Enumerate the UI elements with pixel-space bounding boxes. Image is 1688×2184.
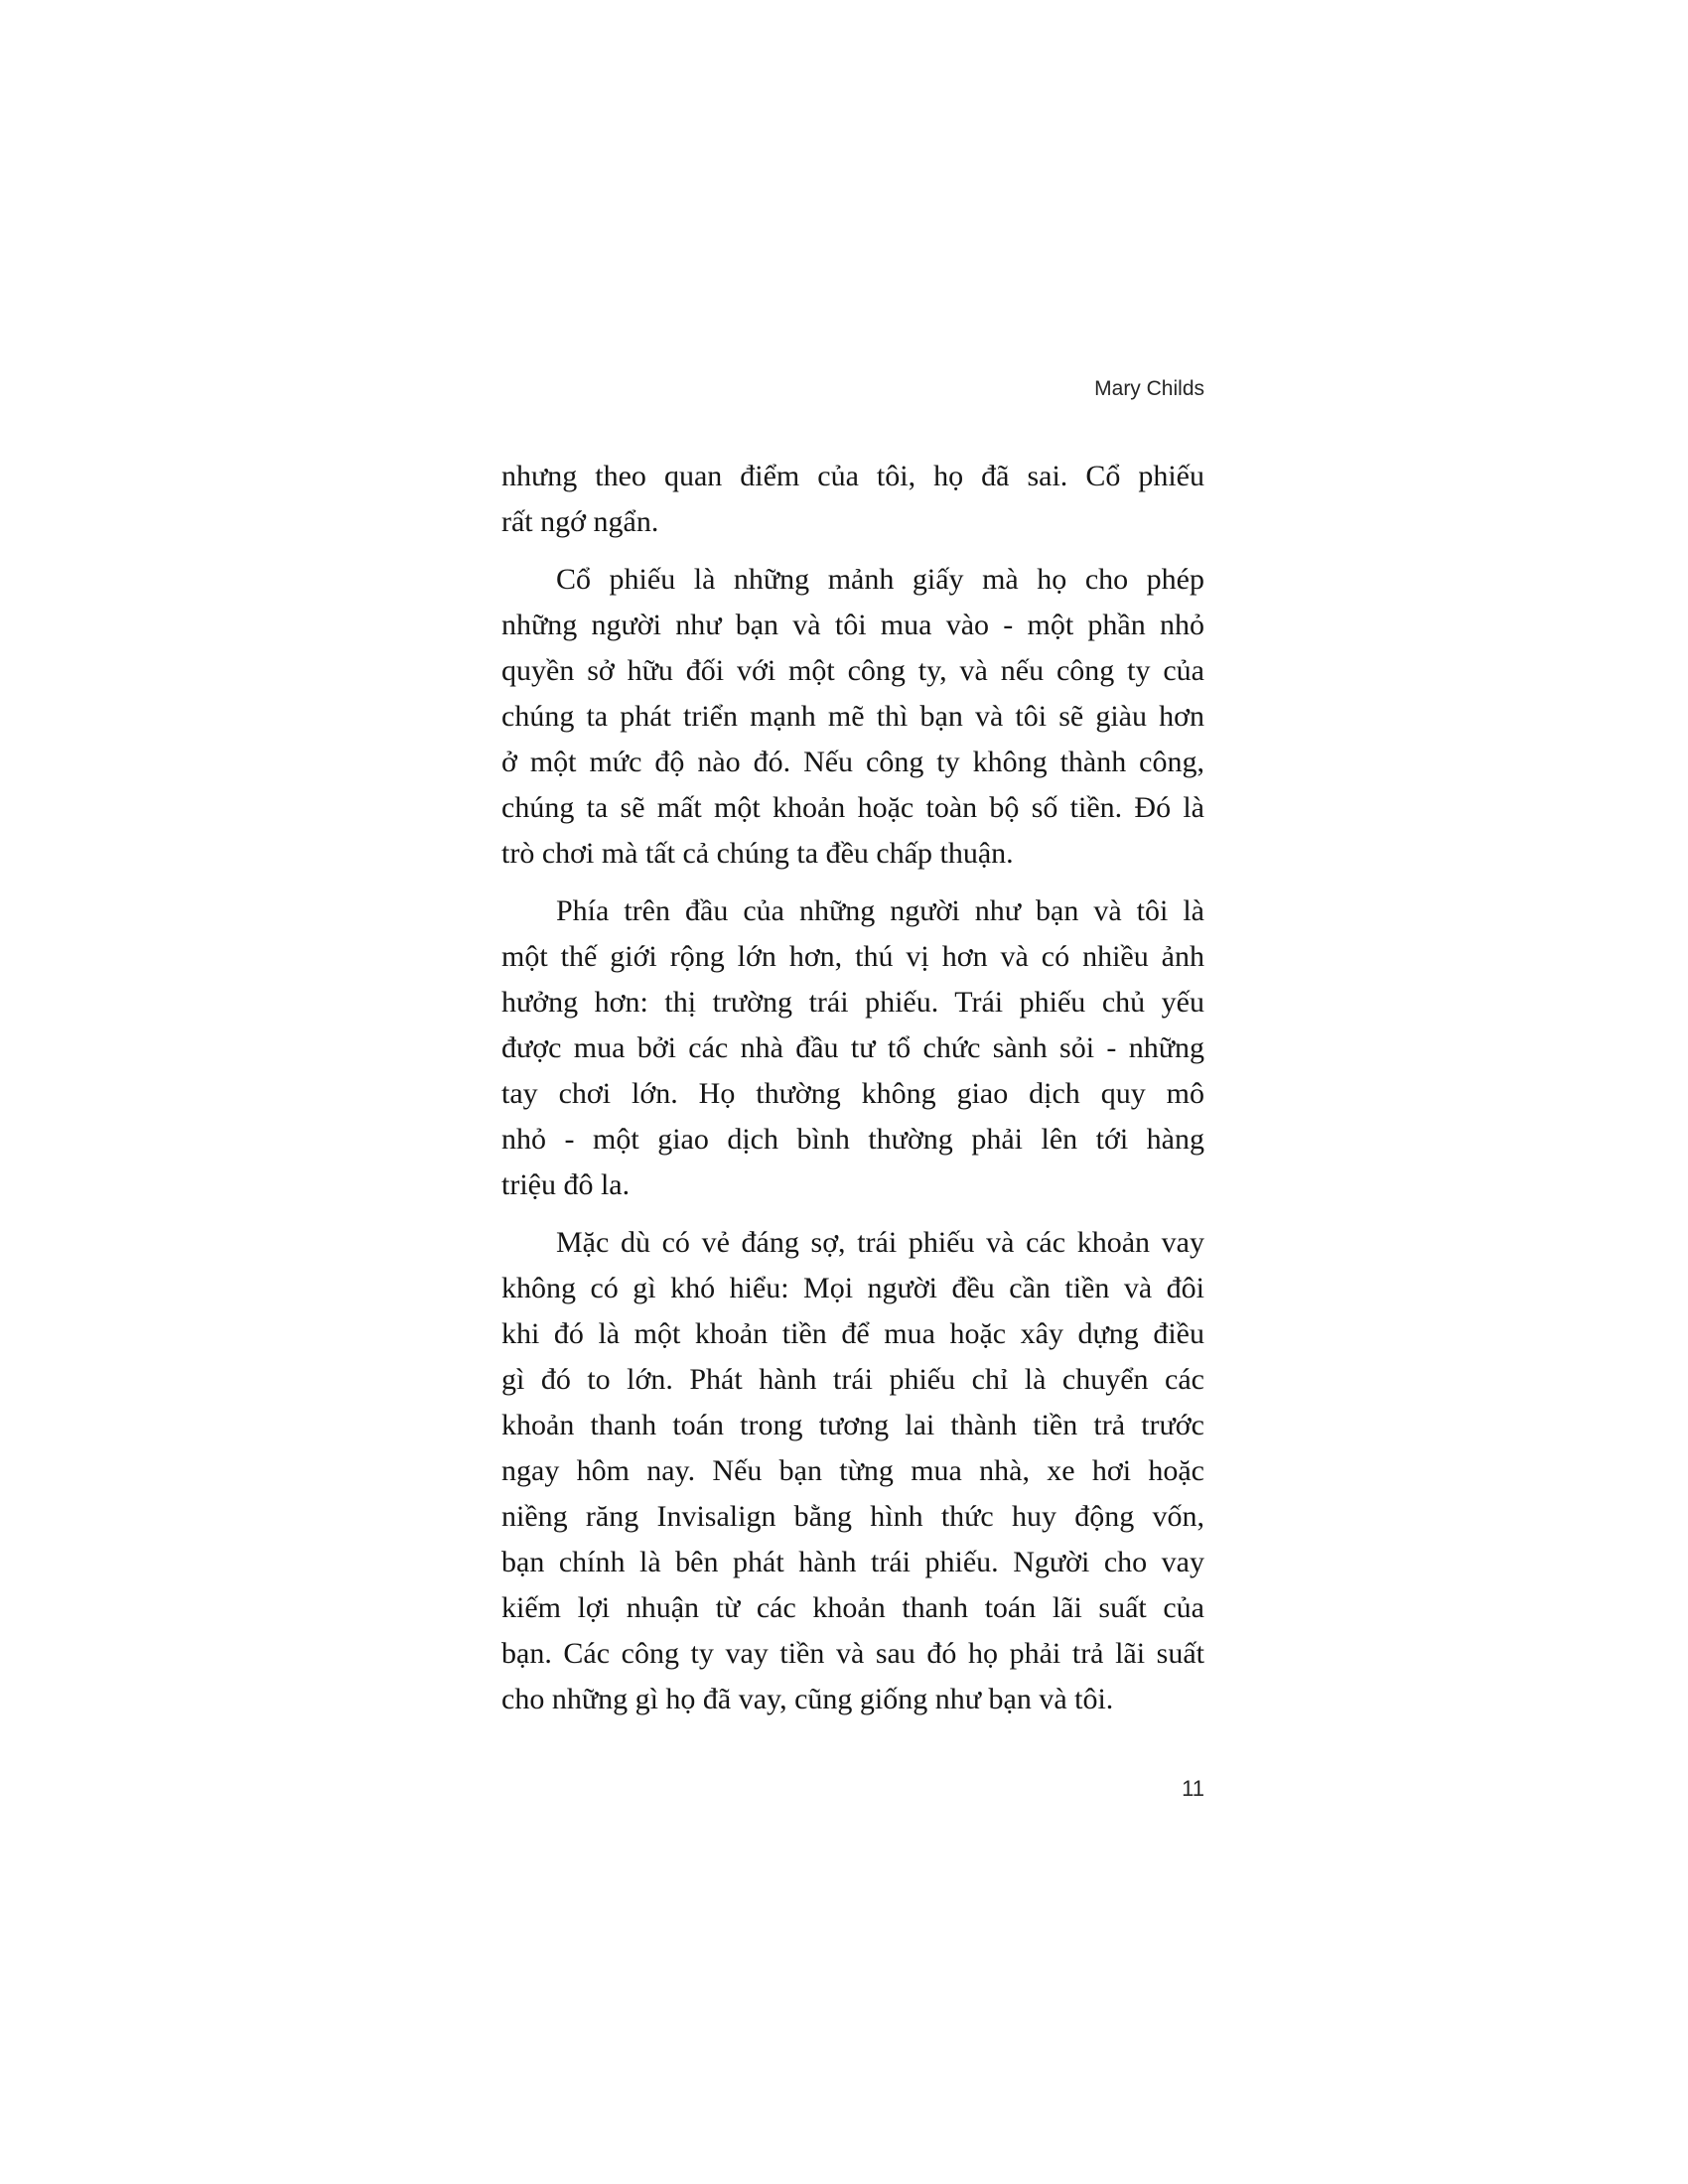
text-line: Cổ phiếu là những mảnh giấy mà họ cho phép [556, 563, 1204, 596]
text-line: không có gì khó hiểu: Mọi người đều cần tiền và đôi [501, 1272, 1204, 1304]
paragraph [501, 454, 1204, 545]
text-line: cho những gì họ đã vay, cũng giống như bạn và tôi. [501, 1683, 1114, 1715]
text-line: chúng ta sẽ mất một khoản hoặc toàn bộ số tiền. Đó là [501, 791, 1204, 824]
text-line: triệu đô la. [501, 1168, 631, 1201]
body-text [501, 454, 1204, 1722]
text-line: khi đó là một khoản tiền để mua hoặc xây dựng điều [501, 1317, 1204, 1350]
text-line: chúng ta phát triển mạnh mẽ thì bạn và tôi sẽ giàu hơn [501, 700, 1204, 733]
text-line: gì đó to lớn. Phát hành trái phiếu chỉ là chuyển các [501, 1363, 1204, 1396]
paragraph [501, 1220, 1204, 1722]
text-line: một thế giới rộng lớn hơn, thú vị hơn và có nhiều ảnh [501, 940, 1204, 973]
text-line: quyền sở hữu đối với một công ty, và nếu công ty của [501, 654, 1204, 687]
text-line: Mặc dù có vẻ đáng sợ, trái phiếu và các khoản vay [556, 1226, 1204, 1259]
text-line: nhưng theo quan điểm của tôi, họ đã sai. Cổ phiếu [501, 460, 1204, 492]
text-line: rất ngớ ngẩn. [501, 505, 659, 538]
text-line: niềng răng Invisalign bằng hình thức huy động vốn, [501, 1500, 1204, 1533]
text-line: kiếm lợi nhuận từ các khoản thanh toán lãi suất của [501, 1591, 1204, 1624]
paragraph [501, 888, 1204, 1208]
text-line: hưởng hơn: thị trường trái phiếu. Trái phiếu chủ yếu [501, 986, 1204, 1019]
text-line: nhỏ - một giao dịch bình thường phải lên tới hàng [501, 1123, 1204, 1156]
running-header: Mary Childs [1094, 377, 1204, 400]
page-number: 11 [1182, 1776, 1204, 1801]
paragraph [501, 557, 1204, 877]
text-line: trò chơi mà tất cả chúng ta đều chấp thuận. [501, 837, 1014, 870]
text-line: được mua bởi các nhà đầu tư tổ chức sành sỏi - những [501, 1031, 1204, 1064]
text-line: khoản thanh toán trong tương lai thành tiền trả trước [501, 1409, 1204, 1441]
text-line: ngay hôm nay. Nếu bạn từng mua nhà, xe hơi hoặc [501, 1454, 1204, 1487]
text-line: tay chơi lớn. Họ thường không giao dịch quy mô [501, 1077, 1204, 1110]
text-line: bạn. Các công ty vay tiền và sau đó họ phải trả lãi suất [501, 1637, 1204, 1670]
text-line: ở một mức độ nào đó. Nếu công ty không thành công, [501, 746, 1204, 778]
text-line: Phía trên đầu của những người như bạn và tôi là [556, 894, 1204, 927]
text-line: bạn chính là bên phát hành trái phiếu. Người cho vay [501, 1546, 1204, 1578]
text-line: những người như bạn và tôi mua vào - một phần nhỏ [501, 609, 1204, 641]
